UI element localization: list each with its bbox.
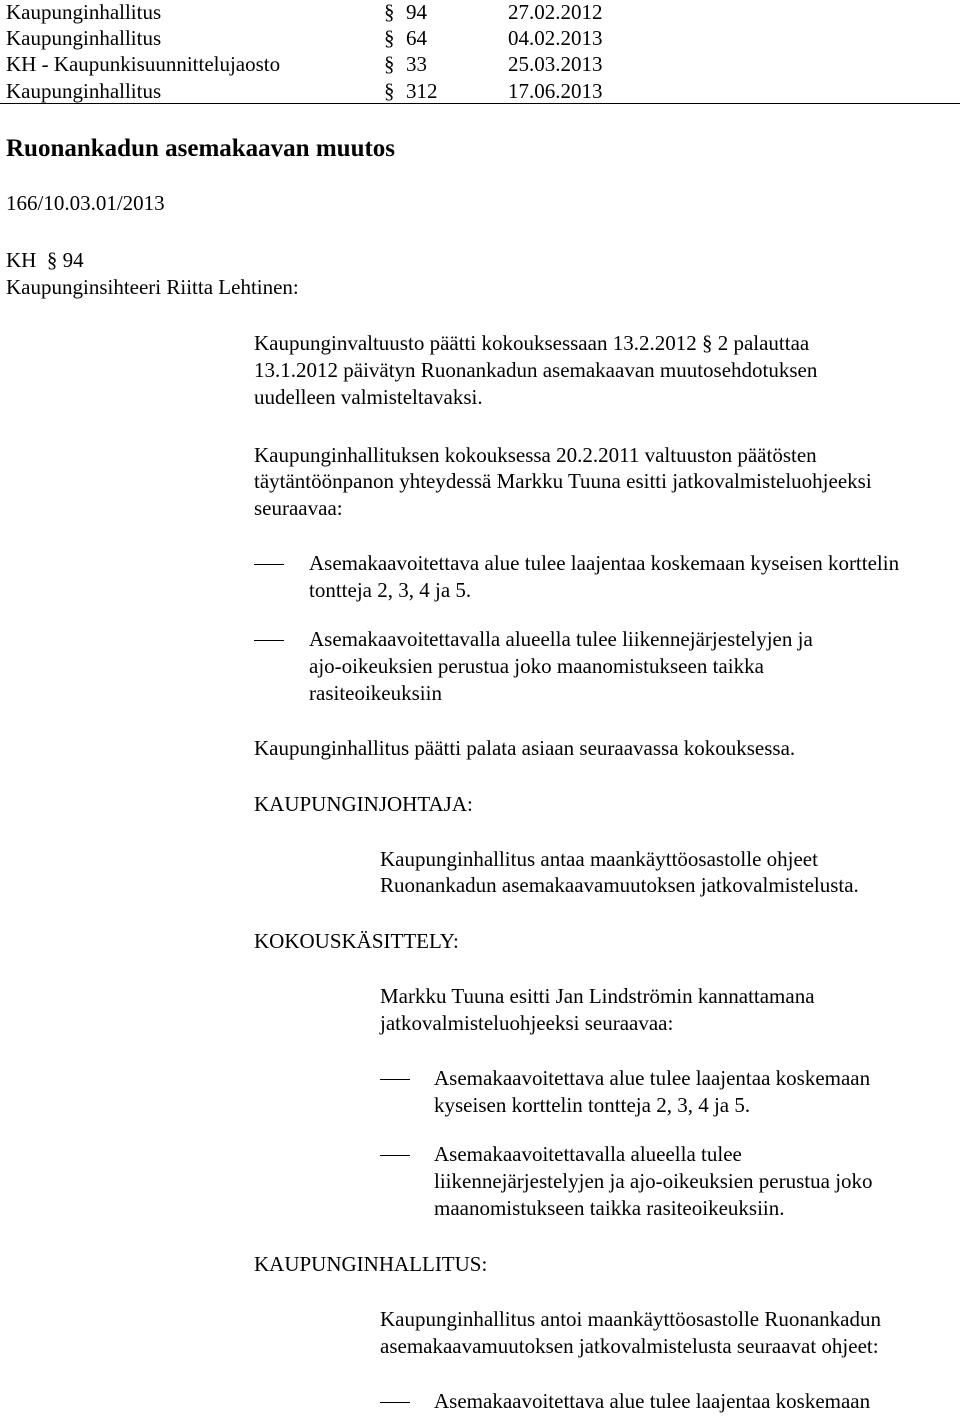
paragraph-line: 13.1.2012 päivätyn Ruonankadun asemakaavan muutosehdotuksen — [254, 358, 818, 382]
meeting-text-line: jatkovalmisteluohjeeksi seuraavaa: — [380, 1011, 674, 1035]
meeting-body: Kaupunginhallitus — [6, 0, 162, 24]
section-sign: § — [384, 0, 395, 24]
dash-bullet — [254, 640, 284, 641]
board-label: KAUPUNGINHALLITUS: — [254, 1252, 488, 1276]
page-title: Ruonankadun asemakaavan muutos — [6, 135, 396, 162]
section-sign: § — [384, 26, 395, 50]
meeting-row — [6, 0, 960, 26]
paragraph-line: Kaupunginhallituksen kokouksessa 20.2.2011 valtuuston päätösten — [254, 443, 817, 467]
paragraph-line: täytäntöönpanon yhteydessä Markku Tuuna esitti jatkovalmisteluohjeeksi — [254, 469, 872, 493]
bullet-line: ajo-oikeuksien perustua joko maanomistukseen taikka — [309, 654, 764, 678]
section-reference: KH § 94 — [6, 248, 84, 272]
bullet-line: Asemakaavoitettavalla alueella tulee — [434, 1142, 742, 1166]
bullet-line: Asemakaavoitettavalla alueella tulee liikennejärjestelyjen ja — [309, 627, 813, 651]
section-sign: § — [384, 79, 395, 103]
meeting-row — [6, 26, 960, 52]
decision-text: Kaupunginhallitus päätti palata asiaan seuraavassa kokouksessa. — [254, 736, 796, 760]
mayor-text-line: Kaupunginhallitus antaa maankäyttöosastolle ohjeet — [380, 847, 818, 871]
bullet-line: tontteja 2, 3, 4 ja 5. — [309, 578, 472, 602]
meeting-row — [6, 52, 960, 78]
meeting-number: 64 — [406, 26, 427, 50]
meeting-date: 04.02.2013 — [508, 26, 603, 50]
dash-bullet — [254, 564, 284, 565]
meeting-date: 27.02.2012 — [508, 0, 603, 24]
dash-bullet — [380, 1402, 410, 1403]
meeting-date: 17.06.2013 — [508, 79, 603, 103]
meeting-number: 33 — [406, 52, 427, 76]
meeting-number: 94 — [406, 0, 427, 24]
board-text-line: Kaupunginhallitus antoi maankäyttöosastolle Ruonankadun — [380, 1307, 881, 1331]
meeting-body: Kaupunginhallitus — [6, 26, 162, 50]
section-sign: § — [384, 52, 395, 76]
bullet-line: maanomistukseen taikka rasiteoikeuksiin. — [434, 1196, 785, 1220]
paragraph-line: Kaupunginvaltuusto päätti kokouksessaan 13.2.2012 § 2 palauttaa — [254, 331, 810, 355]
bullet-line: rasiteoikeuksiin — [309, 681, 442, 705]
meeting-number: 312 — [406, 79, 438, 103]
meeting-label: KOKOUSKÄSITTELY: — [254, 929, 459, 953]
presenter: Kaupunginsihteeri Riitta Lehtinen: — [6, 275, 299, 299]
bullet-line: Asemakaavoitettava alue tulee laajentaa koskemaan kyseisen korttelin — [309, 551, 900, 575]
meeting-text-line: Markku Tuuna esitti Jan Lindströmin kannattamana — [380, 984, 815, 1008]
bullet-line: Asemakaavoitettava alue tulee laajentaa koskemaan — [434, 1066, 871, 1090]
dash-bullet — [380, 1155, 410, 1156]
meeting-row — [6, 79, 960, 105]
board-text-line: asemakaavamuutoksen jatkovalmistelusta seuraavat ohjeet: — [380, 1334, 879, 1358]
bullet-line: kyseisen korttelin tontteja 2, 3, 4 ja 5. — [434, 1093, 751, 1117]
dash-bullet — [380, 1079, 410, 1080]
header-divider — [0, 103, 960, 104]
paragraph-line: uudelleen valmisteltavaksi. — [254, 385, 483, 409]
case-number: 166/10.03.01/2013 — [6, 191, 165, 215]
bullet-line: Asemakaavoitettava alue tulee laajentaa koskemaan — [434, 1389, 871, 1413]
meeting-body: KH - Kaupunkisuunnittelujaosto — [6, 52, 281, 76]
meeting-body: Kaupunginhallitus — [6, 79, 162, 103]
paragraph-line: seuraavaa: — [254, 496, 343, 520]
meeting-date: 25.03.2013 — [508, 52, 603, 76]
mayor-label: KAUPUNGINJOHTAJA: — [254, 792, 473, 816]
mayor-text-line: Ruonankadun asemakaavamuutoksen jatkovalmistelusta. — [380, 873, 859, 897]
bullet-line: liikennejärjestelyjen ja ajo-oikeuksien perustua joko — [434, 1169, 873, 1193]
